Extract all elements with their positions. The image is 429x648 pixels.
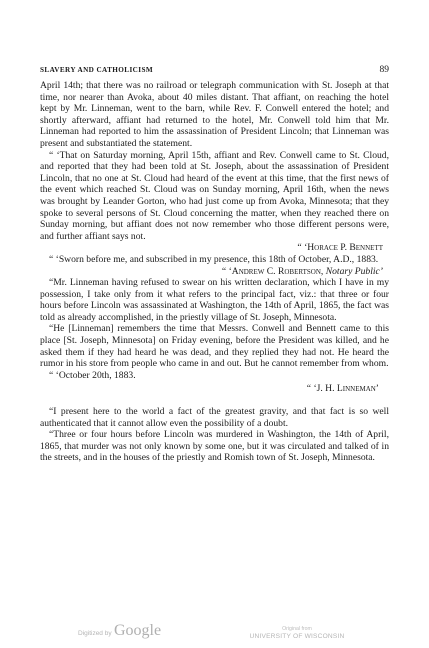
paragraph-7: “I present here to the world a fact of the greatest gravity, and that fact is so well authenticated that it cannot allow even the possibility of a doubt.: [40, 406, 389, 429]
digitized-by-label: Digitized by: [78, 630, 112, 637]
scan-footer: [0, 624, 429, 644]
paragraph-4: “Mr. Linneman having refused to swear on his written declaration, which I have in my possession, I take only from it what refers to the principal fact, viz.: that three or four hours before Lincoln was assassinated at Washington, the 14th of April, 1865, the fact was told as already accomplished, in the priestly village of St. Joseph, Minnesota.: [40, 277, 389, 323]
original-from-label: Original from: [282, 626, 312, 632]
signature-robertson-name: “ ‘Andrew C. Robertson,: [221, 265, 324, 277]
page-number: 89: [379, 65, 389, 75]
original-source: UNIVERSITY OF WISCONSIN: [249, 633, 345, 640]
running-head: [40, 66, 389, 78]
body-text: [40, 80, 389, 464]
paragraph-5: “He [Linneman] remembers the time that Messrs. Conwell and Bennett came to this place [St. Joseph, Minnesota] on Friday evening, before the President was killed, and he asked them if they had heard he was dead, and they replied they had not. He heard the rumor in his store from people who came in and out. But he cannot remember from whom.: [40, 323, 389, 370]
paragraph-gap: [40, 395, 389, 406]
paragraph-2: “ ‘That on Saturday morning, April 15th, affiant and Rev. Conwell came to St. Cloud, and reported that they had been told at St. Joseph, about the assassination of President Lincoln, that no one at St. Cloud had heard of the event at this time, that the first news of the event which reached St. Cloud was on Sunday morning, April 16th, when the news was brought by Leander Gorton, who had just come up from Avoka, Minnesota; that they spoke to several persons of St. Cloud concerning the matter, when they reached there on Sunday morning, but affiant does not now remember who those different persons were, and further affiant says not.: [40, 149, 389, 242]
signature-bennett: [40, 242, 389, 254]
signature-robertson: [40, 266, 389, 278]
signature-linneman: [40, 383, 389, 395]
google-logo: Google: [114, 622, 162, 639]
running-title: SLAVERY AND CATHOLICISM: [40, 66, 154, 74]
paragraph-1: April 14th; that there was no railroad or telegraph communication with St. Joseph at that time, nor nearer than Avoka, about 40 miles distant. That affiant, on reaching the hotel kept by Mr. Linneman, went to the barn, while Rev. F. Conwell entered the hotel; and shortly afterward, affiant had returned to the hotel, Mr. Conwell told him that Mr. Linneman had reported to him the assassination of President Lincoln; that Linneman was present and substantiated the statement.: [40, 80, 389, 149]
paragraph-3: “ ‘Sworn before me, and subscribed in my presence, this 18th of October, A.D., 1883.: [49, 253, 379, 265]
signature-linneman-text: “ ‘J. H. Linneman’: [306, 383, 379, 395]
paragraph-8: “Three or four hours before Lincoln was murdered in Washington, the 14th of April, 1865, that murder was not only known by some one, but it was circulated and talked of in the streets, and in the houses of the priestly and Romish town of St. Joseph, Minnesota.: [40, 429, 389, 464]
signature-robertson-title: Notary Public’: [325, 265, 383, 277]
paragraph-6: “ ‘October 20th, 1883.: [49, 369, 136, 381]
signature-bennett-text: “ ‘Horace P. Bennett: [297, 242, 383, 254]
